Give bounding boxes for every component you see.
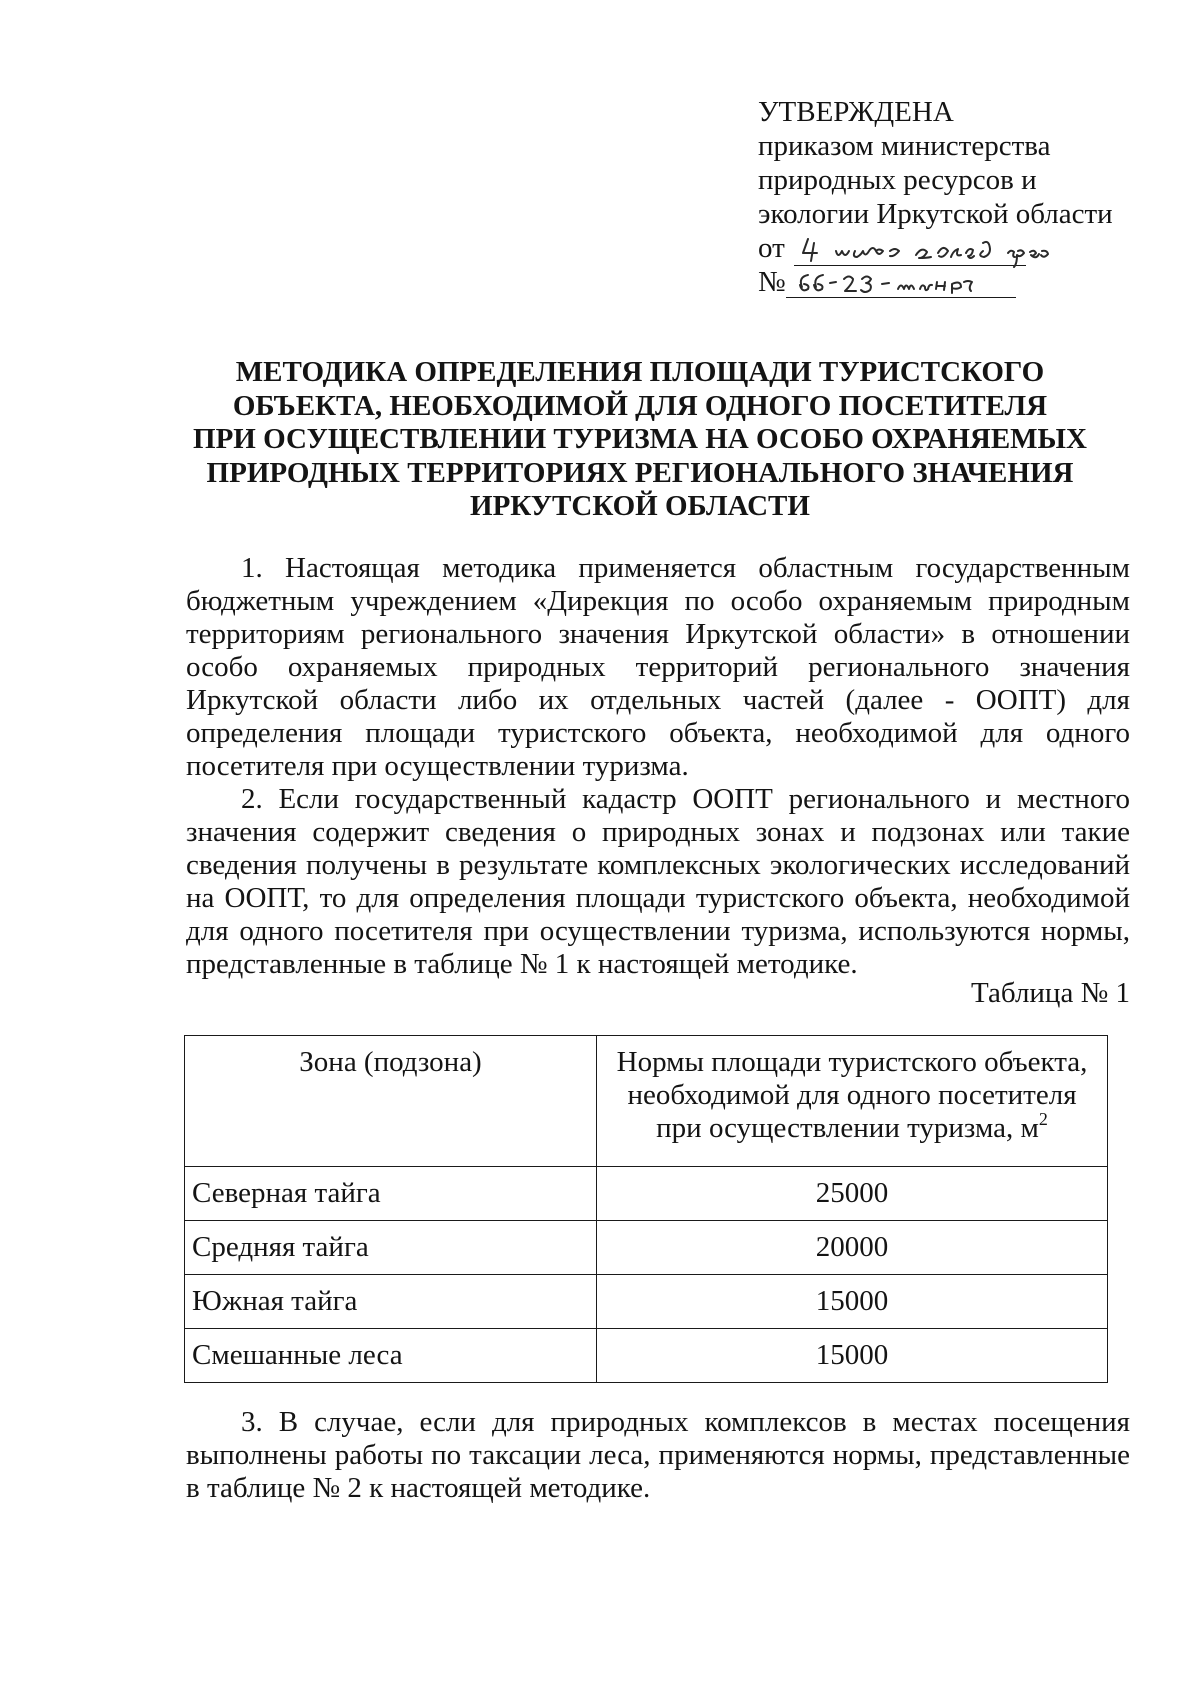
- paragraph-1: 1. Настоящая методика применяется областным государственным бюджетным учреждением «Дирекция по особо охраняемым природным территориям регионального значения Иркутской области» в отношении особо охраняемых природных территорий регионального значения Иркутской области либо их отдельных частей (далее - ООПТ) для определения площади туристского объекта, необходимой для одного посетителя при осуществлении туризма.: [186, 552, 1130, 782]
- title-line: ИРКУТСКОЙ ОБЛАСТИ: [470, 490, 810, 522]
- header-norm: [597, 1036, 1108, 1167]
- table-header-row: [185, 1036, 1108, 1167]
- value-cell: 25000: [597, 1167, 1108, 1221]
- table-caption: Таблица № 1: [971, 977, 1130, 1009]
- value-cell: 15000: [597, 1275, 1108, 1329]
- header-norm-line: [597, 1109, 1107, 1145]
- header-norm-unit: при осуществлении туризма, м: [656, 1112, 1039, 1144]
- handwritten-date-signature: [798, 231, 1098, 269]
- title-line: ПРИ ОСУЩЕСТВЛЕНИИ ТУРИЗМА НА ОСОБО ОХРАНЯЕМЫХ: [193, 423, 1087, 455]
- paragraph-3: 3. В случае, если для природных комплексов в местах посещения выполнены работы по таксации леса, применяются нормы, представленные в таблице № 2 к настоящей методике.: [186, 1406, 1130, 1504]
- zone-cell: Смешанные леса: [185, 1329, 597, 1383]
- norms-table: [184, 1035, 1108, 1383]
- zone-cell: Северная тайга: [185, 1167, 597, 1221]
- header-norm-line: необходимой для одного посетителя: [627, 1079, 1077, 1111]
- handwritten-number-signature: [794, 265, 1034, 303]
- approval-number-line: [758, 265, 1158, 299]
- approval-line: экологии Иркутской области: [758, 198, 1113, 230]
- value-cell: 20000: [597, 1221, 1108, 1275]
- approval-date-line: [758, 231, 1158, 265]
- approval-block: [758, 95, 1158, 299]
- title-line: ОБЪЕКТА, НЕОБХОДИМОЙ ДЛЯ ОДНОГО ПОСЕТИТЕЛЯ: [232, 389, 1048, 422]
- value-cell: 15000: [597, 1329, 1108, 1383]
- paragraph-2: 2. Если государственный кадастр ООПТ регионального и местного значения содержит сведения о природных зонах и подзонах или такие сведения получены в результате комплексных экологических исследований на ООПТ, то для определения площади туристского объекта, необходимой для одного посетителя при осуществлении туризма, используются нормы, представленные в таблице № 1 к настоящей методике.: [186, 783, 1130, 980]
- table-row: [185, 1167, 1108, 1221]
- header-zone: Зона (подзона): [185, 1036, 597, 1167]
- document-title: [160, 356, 1120, 524]
- approval-status: УТВЕРЖДЕНА: [758, 96, 954, 128]
- zone-cell: Южная тайга: [185, 1275, 597, 1329]
- table-row: [185, 1221, 1108, 1275]
- date-prefix: от: [758, 232, 785, 264]
- table-row: [185, 1329, 1108, 1383]
- header-norm-sup: 2: [1038, 1109, 1048, 1129]
- header-norm-line: Нормы площади туристского объекта,: [616, 1046, 1088, 1078]
- title-line: МЕТОДИКА ОПРЕДЕЛЕНИЯ ПЛОЩАДИ ТУРИСТСКОГО: [235, 356, 1045, 388]
- approval-line: приказом министерства: [758, 130, 1051, 162]
- approval-line: природных ресурсов и: [758, 164, 1037, 196]
- number-prefix: №: [758, 266, 786, 298]
- table-row: [185, 1275, 1108, 1329]
- zone-cell: Средняя тайга: [185, 1221, 597, 1275]
- title-line: ПРИРОДНЫХ ТЕРРИТОРИЯХ РЕГИОНАЛЬНОГО ЗНАЧЕНИЯ: [206, 456, 1074, 489]
